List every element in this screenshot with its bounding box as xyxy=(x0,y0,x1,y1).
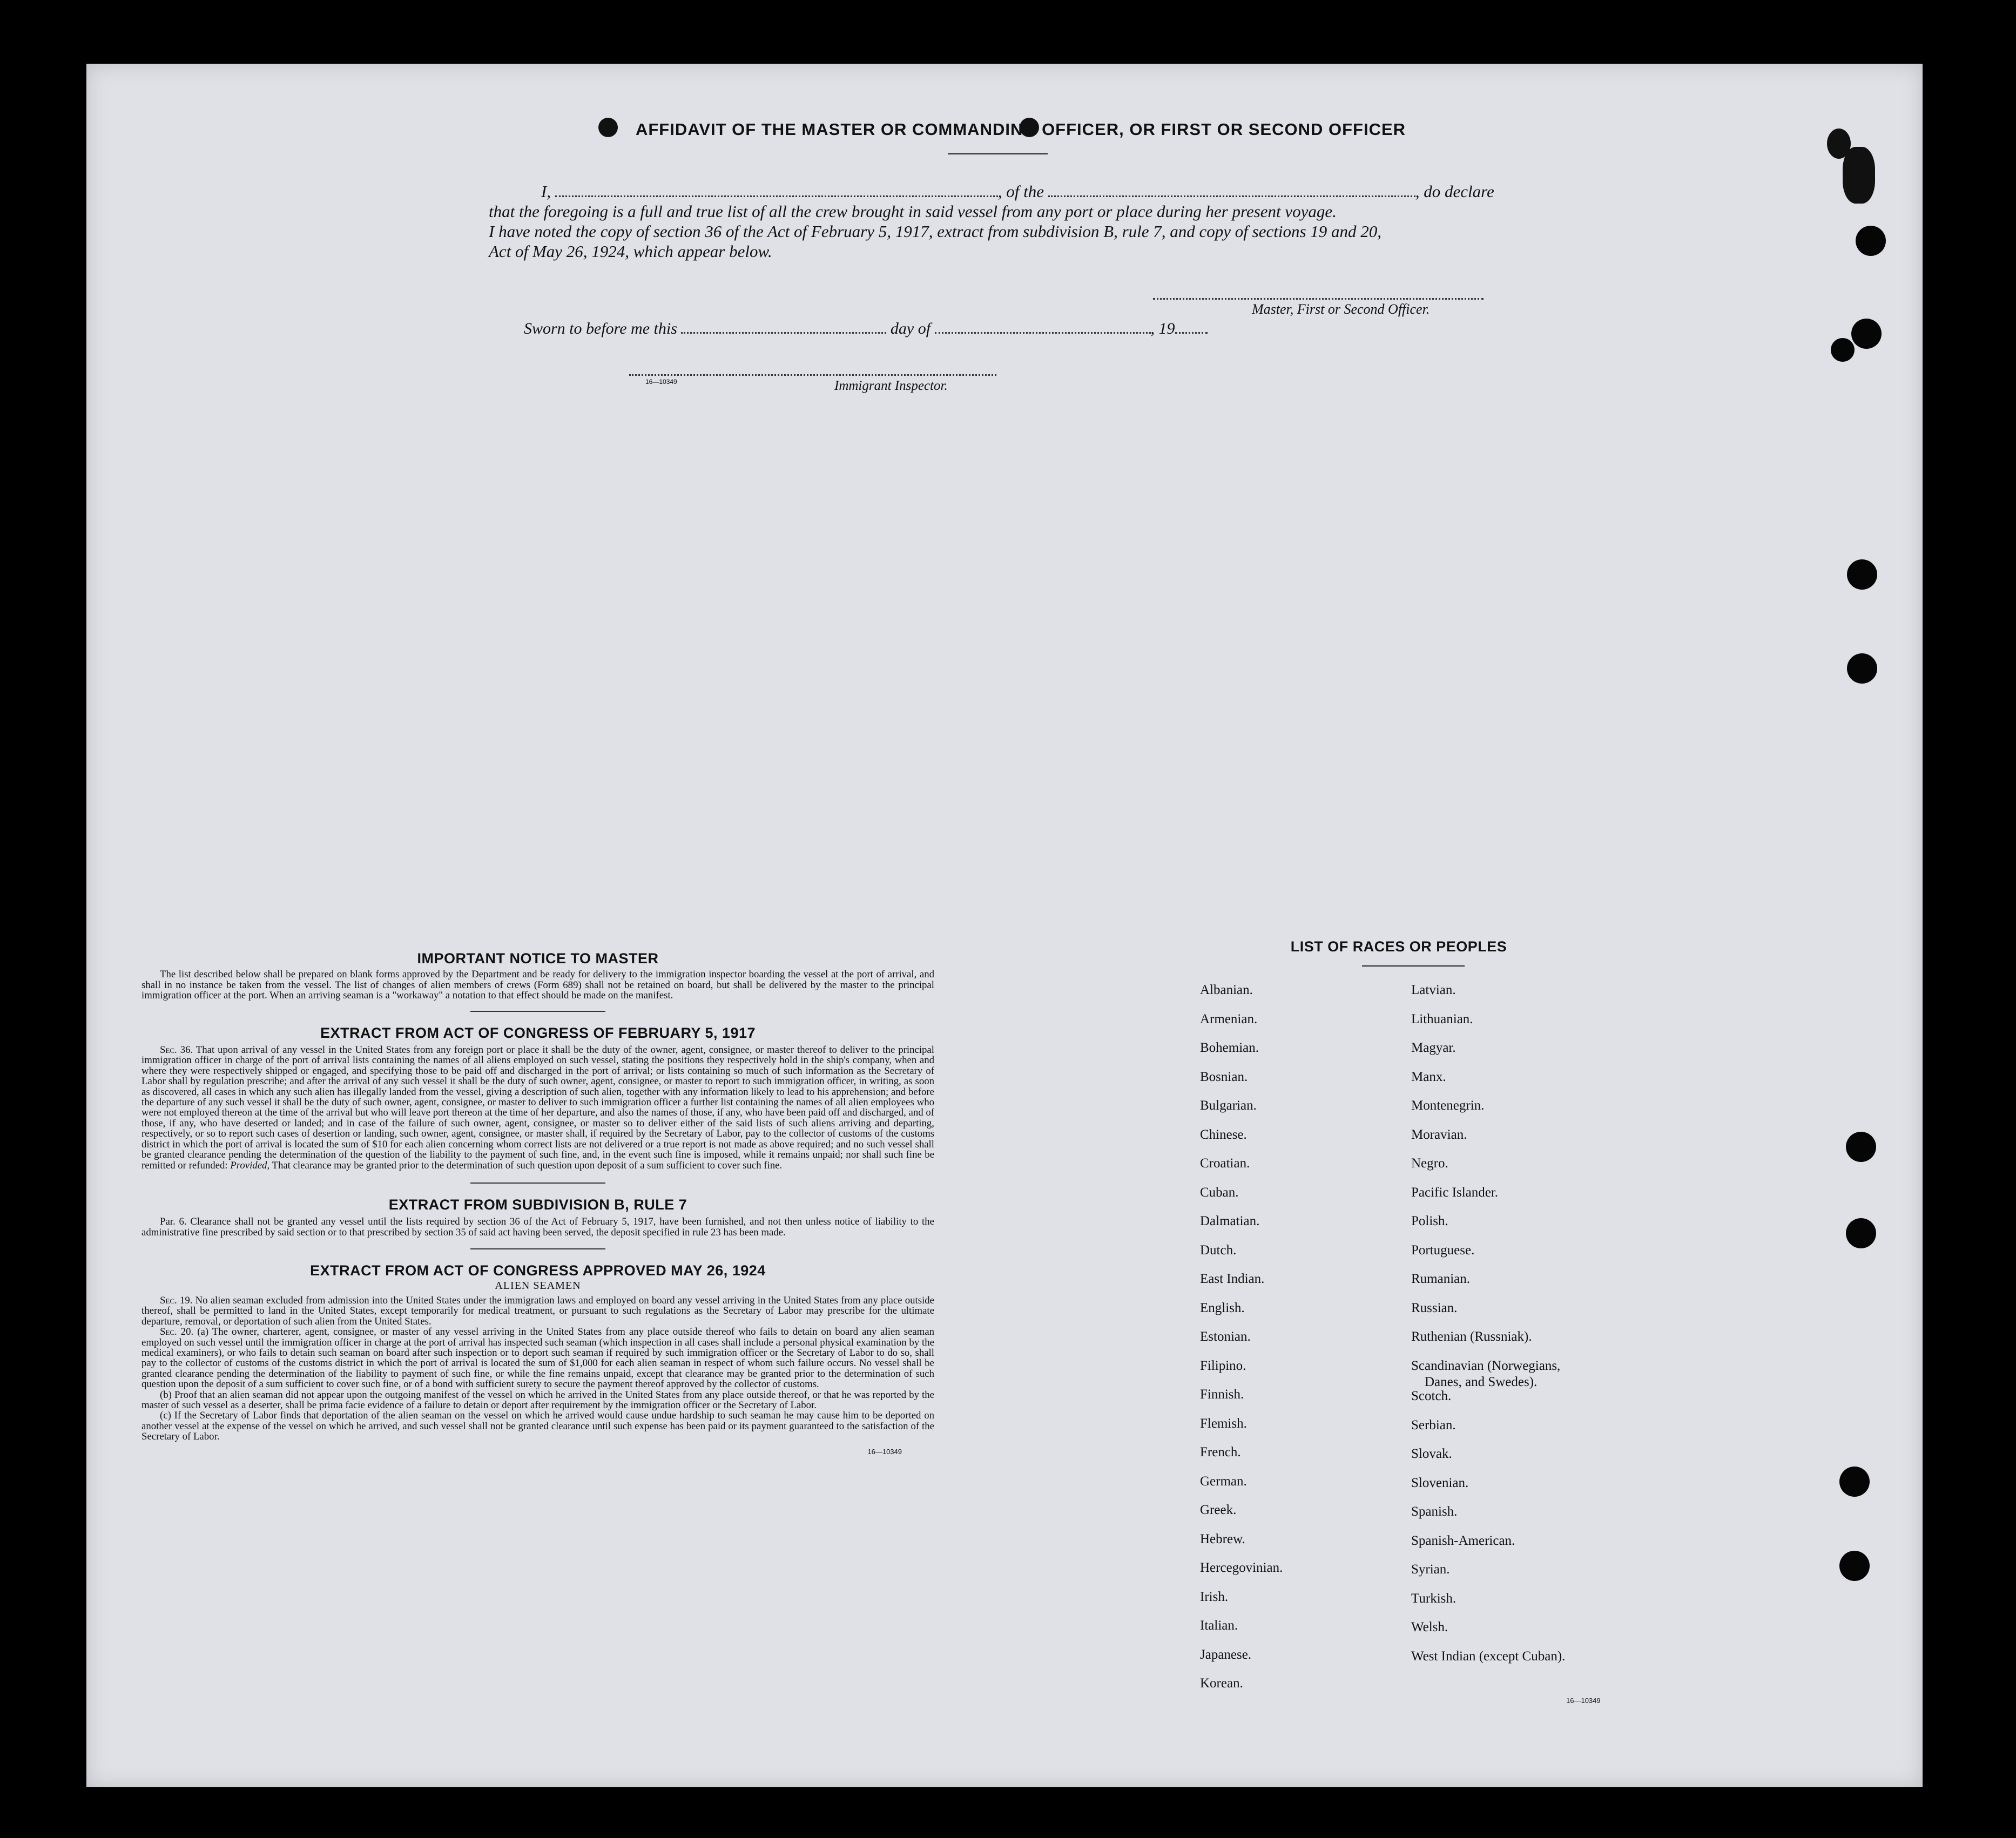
ink-blot xyxy=(1843,147,1875,204)
race-item: Welsh. xyxy=(1411,1620,1448,1634)
race-item: Dalmatian. xyxy=(1200,1214,1260,1228)
declaration-line-4: Act of May 26, 1924, which appear below. xyxy=(489,242,772,261)
race-item: Magyar. xyxy=(1411,1040,1456,1055)
sec20a-paragraph xyxy=(141,1327,934,1389)
extract-1917-body xyxy=(141,1045,934,1171)
notice-column xyxy=(141,950,934,1457)
race-item: Ruthenian (Russniak). xyxy=(1411,1329,1532,1344)
race-item: West Indian (except Cuban). xyxy=(1411,1648,1566,1664)
form-number: 16—10349 xyxy=(645,378,677,386)
race-item: East Indian. xyxy=(1200,1272,1265,1286)
race-item: Japanese. xyxy=(1200,1647,1252,1662)
race-item: Italian. xyxy=(1200,1618,1238,1633)
declare-label: , do declare xyxy=(1415,182,1494,201)
race-item: Finnish. xyxy=(1200,1387,1244,1402)
race-item: Irish. xyxy=(1200,1589,1229,1604)
race-item: Chinese. xyxy=(1200,1127,1247,1142)
race-item: Spanish-American. xyxy=(1411,1533,1515,1548)
race-item: Filipino. xyxy=(1200,1358,1246,1373)
sec20b-paragraph: (b) Proof that an alien seaman did not appear upon the outgoing manifest of the vessel on which he arrived in the United States from any place outside thereof, or that he was reported by the master of such vessel as a deserter, shall be prima facie evidence of a failure to detain or deport after requirement by the immigration officer or the Secretary of Labor. xyxy=(141,1389,934,1411)
punch-hole xyxy=(1856,226,1886,256)
race-item: Hebrew. xyxy=(1200,1531,1245,1546)
race-item: Latvian. xyxy=(1411,983,1456,997)
declaration-line-1 xyxy=(489,181,1509,201)
divider xyxy=(470,1011,605,1012)
sec20c-paragraph: (c) If the Secretary of Labor finds that deportation of the alien seaman on the vessel on which he arrived would cause undue hardship to such seaman he may cause him to be deported on another vessel at the expense of the vessel on which he arrived, and such vessel shall not be granted clearance until such expense has been paid or its payment guaranteed to the satisfaction of the Secretary of Labor. xyxy=(141,1410,934,1443)
section-label: Sec. 36. xyxy=(160,1044,193,1056)
declarant-name-field[interactable] xyxy=(555,195,998,197)
race-item: German. xyxy=(1200,1474,1247,1489)
race-item: Slovak. xyxy=(1411,1447,1452,1461)
form-number: 16—10349 xyxy=(867,1447,902,1456)
of-the-label: , of the xyxy=(997,182,1044,201)
year-prefix: , 19 xyxy=(1150,320,1175,337)
signature-line[interactable] xyxy=(1153,298,1484,300)
extract-1917-title: EXTRACT FROM ACT OF CONGRESS OF FEBRUARY 5, 1917 xyxy=(320,1024,756,1041)
divider xyxy=(470,1248,605,1249)
race-item: Estonian. xyxy=(1200,1329,1251,1344)
section-text-end: That clearance may be granted prior to the determination of such question upon deposit of a sum sufficient to cover such fine. xyxy=(272,1159,783,1171)
extract-1924-title: EXTRACT FROM ACT OF CONGRESS APPROVED MAY 26, 1924 xyxy=(310,1262,766,1279)
race-item: Slovenian. xyxy=(1411,1475,1469,1490)
affidavit-declaration xyxy=(489,181,1509,261)
notice-body: The list described below shall be prepared on blank forms approved by the Department and be ready for delivery to the immigration inspector boarding the vessel at the port of arrival, and shall in no instance be taken from the vessel. The list of changes of alien members of crews (Form 689) shall not be retained on board, but shall be delivered by the master to the principal immigration officer at the port. When an arriving seaman is a "workaway" a notation to that effect should be made on the manifest. xyxy=(141,969,934,1002)
races-title: LIST OF RACES OR PEOPLES xyxy=(1290,938,1507,955)
race-item: Syrian. xyxy=(1411,1562,1450,1577)
race-item: Bosnian. xyxy=(1200,1069,1248,1084)
extract-1924-subtitle: ALIEN SEAMEN xyxy=(495,1279,581,1292)
inspector-label: Immigrant Inspector. xyxy=(834,379,948,393)
inspector-signature-line[interactable] xyxy=(629,374,996,376)
sworn-month-field[interactable] xyxy=(935,332,1151,334)
extract-rule7-body: Par. 6. Clearance shall not be granted any vessel until the lists required by section 36 of the Act of February 5, 1917, have been furnished, and not then unless notice of liability to the administrative fine prescribed by said section or to that prescribed by section 35 of said act having been served, the deposit specified in rule 23 has been made. xyxy=(141,1216,934,1238)
race-item: Pacific Islander. xyxy=(1411,1185,1499,1200)
sworn-prefix: Sworn to before me this xyxy=(524,320,677,337)
race-item: Spanish. xyxy=(1411,1504,1458,1519)
race-item: Montenegrin. xyxy=(1411,1098,1485,1113)
race-item: Greek. xyxy=(1200,1503,1237,1517)
punch-hole xyxy=(1851,319,1882,349)
divider xyxy=(1362,965,1465,967)
punch-hole xyxy=(1847,653,1877,684)
form-number: 16—10349 xyxy=(1566,1697,1601,1705)
sworn-year-field[interactable] xyxy=(1175,332,1208,334)
race-item: Lithuanian. xyxy=(1411,1011,1473,1026)
punch-hole xyxy=(1839,1551,1870,1581)
vessel-name-field[interactable] xyxy=(1048,195,1415,197)
race-item-continuation: Danes, and Swedes). xyxy=(1425,1374,1538,1389)
declaration-line-2: that the foregoing is a full and true list of all the crew brought in said vessel from any port or place during her present voyage. xyxy=(489,202,1337,221)
race-item: Moravian. xyxy=(1411,1127,1467,1142)
race-item: Portuguese. xyxy=(1411,1242,1475,1258)
race-item: Dutch. xyxy=(1200,1242,1237,1258)
race-item: Bohemian. xyxy=(1200,1040,1259,1055)
section-label: Sec. 20. xyxy=(160,1326,194,1338)
race-item: Armenian. xyxy=(1200,1011,1258,1026)
race-item: Cuban. xyxy=(1200,1185,1239,1200)
sec19-paragraph xyxy=(141,1295,934,1327)
race-item: French. xyxy=(1200,1445,1241,1459)
race-item: Bulgarian. xyxy=(1200,1098,1257,1113)
race-item: Turkish. xyxy=(1411,1591,1457,1606)
race-item: Rumanian. xyxy=(1411,1272,1471,1286)
notice-title: IMPORTANT NOTICE TO MASTER xyxy=(417,950,659,967)
punch-hole xyxy=(1831,338,1855,362)
declarant-prefix: I, xyxy=(541,182,551,201)
race-item: Negro. xyxy=(1411,1156,1448,1171)
sworn-line xyxy=(524,320,1208,338)
day-of-label: day of xyxy=(890,320,931,337)
signature-label: Master, First or Second Officer. xyxy=(1252,301,1430,317)
section-text: That upon arrival of any vessel in the United States from any foreign port or place it shall be the duty of the owner, agent, consignee, or master thereof to deliver to the principal immigration officer in charge of the port of arrival lists containing the names of all aliens employed on such vessel, stating the positions they respectively hold in the ship's company, when and where they were respectively shipped or engaged, and specifying those to be paid off and discharged in the port of arrival; or lists containing so much of such information as the Secretary of Labor shall by regulation prescribe; and after the arrival of any such vessel it shall be the duty of such owner, agent, consignee, or master to report to such immigration officer, in writing, as soon as discovered, all cases in which any such alien has illegally landed from the vessel, giving a description of such alien, together with any information likely to lead to his apprehension; and before the departure of any such vessel it shall be the duty of such owner, agent, consignee, or master to deliver to such immigration officer a further list containing the names of all alien employees who were not employed thereon at the time of the arrival but who will leave port thereon at the time of her departure, and also the names of those, if any, who have been paid off and discharged, and of those, if any, who have deserted or landed; and in case of the failure of such owner, agent, consignee, or master so to deliver either of the said lists of such aliens arriving and departing, respectively, or so to report such cases of desertion or landing, such owner, agent, consignee, or master shall, if required by the Secretary of Labor, pay to the collector of customs of the customs district in which the port of arrival is located the sum of $10 for each alien concerning whom correct lists are not delivered or a true report is not made as above required; and no such vessel shall be granted clearance pending the determination of the question of the liability to the payment of such fine, and, in the event such fine is imposed, while it remains unpaid; nor shall such fine be remitted or refunded: xyxy=(141,1044,934,1171)
divider xyxy=(948,153,1048,154)
race-item: Croatian. xyxy=(1200,1156,1250,1171)
sworn-day-field[interactable] xyxy=(681,332,886,334)
race-item: Polish. xyxy=(1411,1214,1448,1228)
punch-hole xyxy=(1846,1218,1876,1248)
punch-hole xyxy=(1846,1132,1876,1162)
punch-hole xyxy=(1847,559,1877,590)
proviso: Provided, xyxy=(230,1159,270,1171)
race-item: Korean. xyxy=(1200,1676,1243,1691)
declaration-line-3: I have noted the copy of section 36 of the Act of February 5, 1917, extract from subdivision B, rule 7, and copy of sections 19 and 20, xyxy=(489,222,1382,241)
punch-hole xyxy=(1839,1467,1870,1497)
divider xyxy=(470,1182,605,1184)
affidavit-title: AFFIDAVIT OF THE MASTER OR COMMANDING OFFICER, OR FIRST OR SECOND OFFICER xyxy=(635,120,1406,139)
race-item: Serbian. xyxy=(1411,1417,1456,1432)
extract-rule7-title: EXTRACT FROM SUBDIVISION B, RULE 7 xyxy=(388,1196,687,1213)
sec19-text: No alien seaman excluded from admission into the United States under the immigration laws and employed on board any vessel arriving in the United States from any place outside thereof, shall be permitted to land in the United States, except temporarily for medical treatment, or pursuant to such regulations as the Secretary of Labor may prescribe for the ultimate departure, removal, or deportation of such alien from the United States. xyxy=(141,1294,934,1327)
race-item: Russian. xyxy=(1411,1300,1458,1315)
race-item: Hercegovinian. xyxy=(1200,1560,1283,1575)
sec20a-text: (a) The owner, charterer, agent, consignee, or master of any vessel arriving in the United States from any place outside thereof who fails to detain on board any alien seaman employed on such vessel until the immigration officer in charge at the port of arrival has inspected such seaman (which inspection in all cases shall include a personal physical examination by the medical examiners), or who fails to detain such seaman on board after such inspection or to deport such seaman if required by such immigration officer or the Secretary of Labor to do so, shall pay to the collector of customs of the customs district in which the port of arrival is located the sum of $1,000 for each alien seaman in respect of whom such failure occurs. No vessel shall be granted clearance pending the determination of the liability to payment of such fine, or while the fine remains unpaid, except that clearance may be granted prior to the determination of such question upon the deposit of a sum sufficient to cover such fine, or of a bond with sufficient surety to secure the payment thereof approved by the collector of customs. xyxy=(141,1326,934,1390)
race-item: Scotch. xyxy=(1411,1389,1452,1403)
race-item: Albanian. xyxy=(1200,983,1253,997)
race-item: English. xyxy=(1200,1300,1245,1315)
race-item: Scandinavian (Norwegians, xyxy=(1411,1358,1561,1373)
section-label: Sec. 19. xyxy=(160,1294,193,1306)
race-item: Manx. xyxy=(1411,1069,1446,1084)
race-item: Flemish. xyxy=(1200,1416,1247,1431)
